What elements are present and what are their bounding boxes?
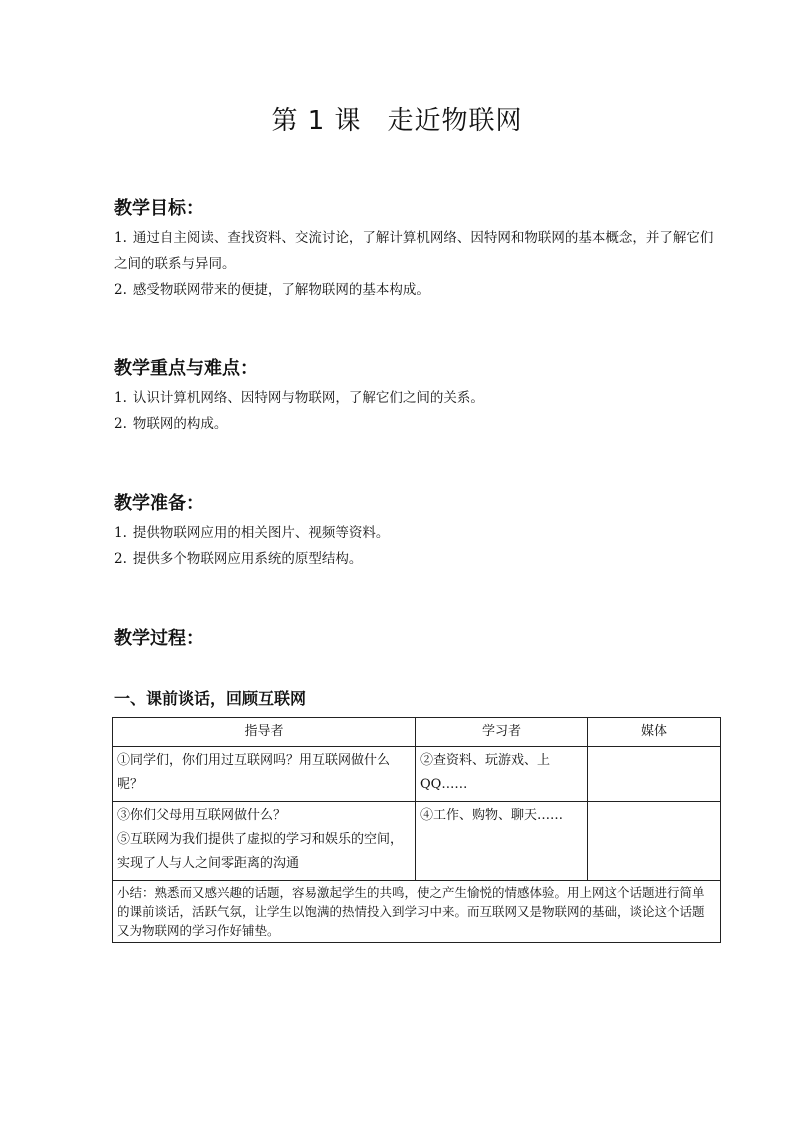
media-cell: [588, 747, 721, 802]
learner-cell: ②查资料、玩游戏、上 QQ……: [416, 747, 588, 802]
learner-cell: ④工作、购物、聊天……: [416, 802, 588, 881]
summary-row: [113, 881, 721, 943]
page-title: [0, 100, 794, 137]
objectives-heading: 教学目标：: [114, 198, 204, 219]
table-row: [113, 802, 721, 881]
key-points-heading: 教学重点与难点：: [114, 358, 258, 379]
objective-item-2: 2. 感受物联网带来的便捷，了解物联网的基本构成。: [114, 282, 430, 298]
preparation-heading: 教学准备：: [114, 493, 204, 514]
column-header-guide: 指导者: [113, 718, 416, 747]
media-cell: [588, 802, 721, 881]
column-header-media: 媒体: [588, 718, 721, 747]
table-row: [113, 747, 721, 802]
process-heading: 教学过程：: [114, 628, 204, 649]
summary-cell: 小结：熟悉而又感兴趣的话题，容易激起学生的共鸣，使之产生愉悦的情感体验。用上网这个话题进行简单的课前谈话，活跃气氛，让学生以饱满的热情投入到学习中来。而互联网又是物联网的基础，谈论这个话题又为物联网的学习作好铺垫。: [113, 881, 721, 943]
guide-cell: ①同学们，你们用过互联网吗？用互联网做什么呢？: [113, 747, 416, 802]
guide-cell: ③你们父母用互联网做什么？ ⑤互联网为我们提供了虚拟的学习和娱乐的空间，实现了人与人之间零距离的沟通: [113, 802, 416, 881]
column-header-learner: 学习者: [416, 718, 588, 747]
key-point-item-2: 2. 物联网的构成。: [114, 416, 228, 432]
preparation-item-2: 2. 提供多个物联网应用系统的原型结构。: [114, 551, 363, 567]
lesson-table: [112, 717, 721, 943]
section-heading: 一、课前谈话，回顾互联网: [114, 689, 307, 708]
preparation-item-1: 1. 提供物联网应用的相关图片、视频等资料。: [114, 525, 390, 541]
lesson-name: 走近物联网: [387, 106, 523, 136]
lesson-number: 第 1 课: [271, 106, 362, 136]
objective-item-1: 1. 通过自主阅读、查找资料、交流讨论，了解计算机网络、因特网和物联网的基本概念，并了解它们之间的联系与异同。: [114, 230, 714, 272]
key-point-item-1: 1. 认识计算机网络、因特网与物联网，了解它们之间的关系。: [114, 390, 484, 406]
table-header-row: [113, 718, 721, 747]
